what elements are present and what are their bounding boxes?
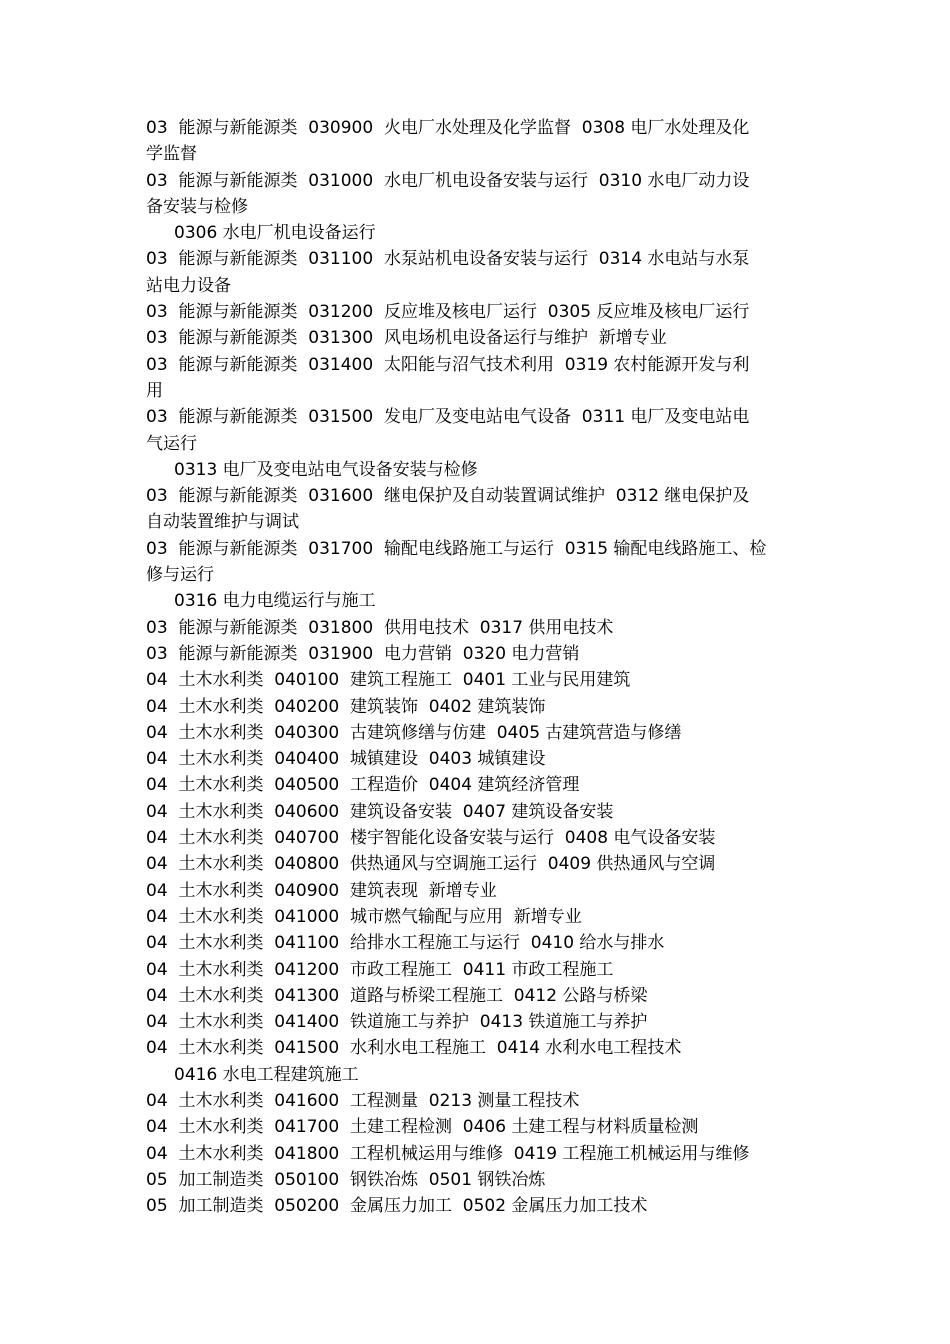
continuation-line: 0313 电厂及变电站电气设备安装与检修 — [174, 459, 478, 480]
text-line: 03 能源与新能源类 031700 输配电线路施工与运行 0315 输配电线路施工、检 — [146, 538, 767, 559]
text-line: 04 土木水利类 041000 城市燃气输配与应用 新增专业 — [146, 906, 582, 927]
text-line: 05 加工制造类 050100 钢铁冶炼 0501 钢铁冶炼 — [146, 1169, 546, 1190]
text-line: 04 土木水利类 040800 供热通风与空调施工运行 0409 供热通风与空调 — [146, 854, 716, 875]
text-line: 气运行 — [146, 433, 197, 454]
text-line: 04 土木水利类 040200 建筑装饰 0402 建筑装饰 — [146, 696, 546, 717]
text-line: 03 能源与新能源类 031500 发电厂及变电站电气设备 0311 电厂及变电站电 — [146, 407, 750, 428]
text-line: 03 能源与新能源类 031800 供用电技术 0317 供用电技术 — [146, 617, 614, 638]
text-line: 03 能源与新能源类 031300 风电场机电设备运行与维护 新增专业 — [146, 328, 667, 349]
text-line: 04 土木水利类 040600 建筑设备安装 0407 建筑设备安装 — [146, 801, 614, 822]
text-line: 04 土木水利类 041800 工程机械运用与维修 0419 工程施工机械运用与维修 — [146, 1143, 750, 1164]
text-line: 04 土木水利类 041300 道路与桥梁工程施工 0412 公路与桥梁 — [146, 985, 648, 1006]
text-line: 04 土木水利类 041400 铁道施工与养护 0413 铁道施工与养护 — [146, 1012, 648, 1033]
text-line: 03 能源与新能源类 031900 电力营销 0320 电力营销 — [146, 643, 580, 664]
text-line: 站电力设备 — [146, 275, 231, 296]
text-line: 04 土木水利类 041700 土建工程检测 0406 土建工程与材料质量检测 — [146, 1117, 699, 1138]
text-line: 03 能源与新能源类 031400 太阳能与沼气技术利用 0319 农村能源开发与利 — [146, 354, 750, 375]
text-line: 03 能源与新能源类 031000 水电厂机电设备安装与运行 0310 水电厂动力设 — [146, 170, 750, 191]
text-line: 04 土木水利类 040100 建筑工程施工 0401 工业与民用建筑 — [146, 670, 631, 691]
text-line: 备安装与检修 — [146, 196, 248, 217]
text-line: 04 土木水利类 041200 市政工程施工 0411 市政工程施工 — [146, 959, 614, 980]
text-line: 03 能源与新能源类 031100 水泵站机电设备安装与运行 0314 水电站与水泵 — [146, 249, 750, 270]
text-line: 05 加工制造类 050200 金属压力加工 0502 金属压力加工技术 — [146, 1196, 648, 1217]
text-line: 学监督 — [146, 144, 197, 165]
text-line: 03 能源与新能源类 030900 火电厂水处理及化学监督 0308 电厂水处理及化 — [146, 118, 750, 138]
continuation-line: 0306 水电厂机电设备运行 — [174, 223, 376, 244]
text-line: 03 能源与新能源类 031200 反应堆及核电厂运行 0305 反应堆及核电厂运行 — [146, 302, 750, 323]
text-line: 修与运行 — [146, 565, 214, 586]
text-line: 04 土木水利类 040700 楼宇智能化设备安装与运行 0408 电气设备安装 — [146, 828, 716, 849]
text-line: 用 — [146, 380, 163, 401]
continuation-line: 0416 水电工程建筑施工 — [174, 1064, 359, 1085]
text-line: 03 能源与新能源类 031600 继电保护及自动装置调试维护 0312 继电保护及 — [146, 486, 750, 507]
text-line: 04 土木水利类 040900 建筑表现 新增专业 — [146, 880, 497, 901]
text-line: 自动装置维护与调试 — [146, 512, 299, 533]
text-line: 04 土木水利类 040300 古建筑修缮与仿建 0405 古建筑营造与修缮 — [146, 722, 682, 743]
document-body — [146, 115, 806, 1219]
text-line: 04 土木水利类 041100 给排水工程施工与运行 0410 给水与排水 — [146, 933, 665, 954]
text-line: 04 土木水利类 041600 工程测量 0213 测量工程技术 — [146, 1090, 580, 1111]
text-line: 04 土木水利类 041500 水利水电工程施工 0414 水利水电工程技术 — [146, 1038, 682, 1059]
continuation-line: 0316 电力电缆运行与施工 — [174, 591, 376, 612]
text-line: 04 土木水利类 040500 工程造价 0404 建筑经济管理 — [146, 775, 580, 796]
text-line: 04 土木水利类 040400 城镇建设 0403 城镇建设 — [146, 749, 546, 770]
